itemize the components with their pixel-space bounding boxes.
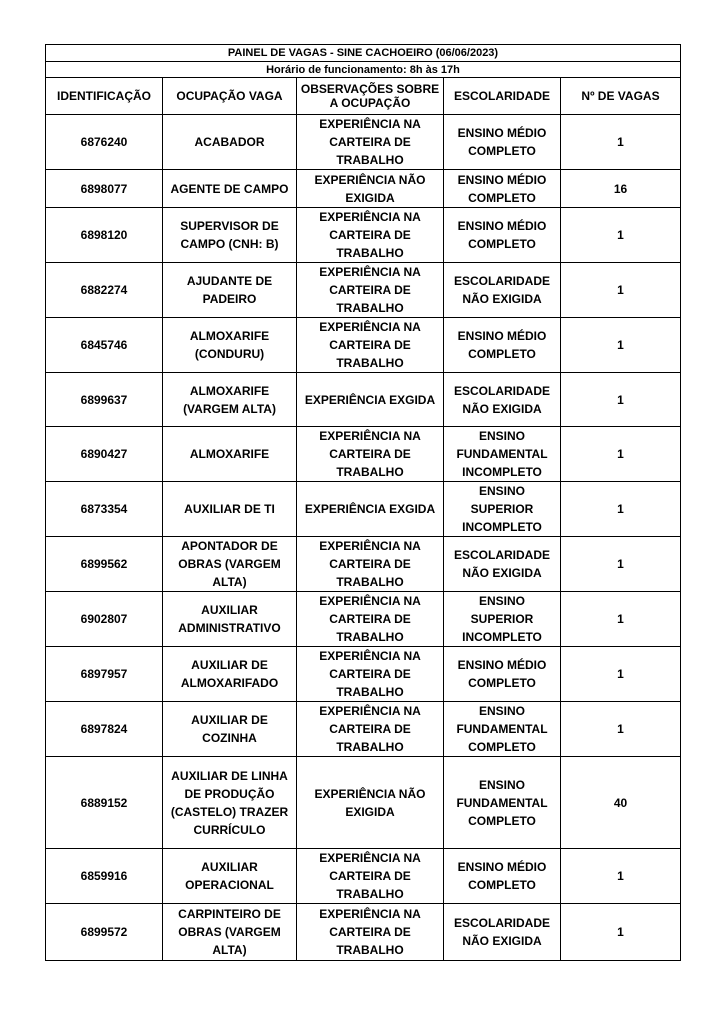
job-vacancy-document	[45, 44, 680, 961]
cell-vagas: 16	[561, 170, 681, 208]
title-row	[46, 45, 681, 62]
cell-identificacao: 6889152	[46, 757, 163, 849]
cell-escolaridade: ESCOLARIDADE NÃO EXIGIDA	[444, 537, 561, 592]
table-row	[46, 170, 681, 208]
table-row	[46, 373, 681, 427]
table-row	[46, 757, 681, 849]
cell-ocupacao: AUXILIAR DE LINHA DE PRODUÇÃO (CASTELO) TRAZER CURRÍCULO	[163, 757, 297, 849]
cell-identificacao: 6899562	[46, 537, 163, 592]
cell-escolaridade: ENSINO SUPERIOR INCOMPLETO	[444, 592, 561, 647]
cell-ocupacao: AUXILIAR ADMINISTRATIVO	[163, 592, 297, 647]
cell-vagas: 40	[561, 757, 681, 849]
cell-observacoes: EXPERIÊNCIA EXGIDA	[297, 482, 444, 537]
cell-observacoes: EXPERIÊNCIA NA CARTEIRA DE TRABALHO	[297, 647, 444, 702]
cell-observacoes: EXPERIÊNCIA NA CARTEIRA DE TRABALHO	[297, 318, 444, 373]
cell-vagas: 1	[561, 537, 681, 592]
cell-vagas: 1	[561, 208, 681, 263]
table-row	[46, 318, 681, 373]
cell-identificacao: 6882274	[46, 263, 163, 318]
cell-ocupacao: APONTADOR DE OBRAS (VARGEM ALTA)	[163, 537, 297, 592]
vacancy-table	[45, 44, 681, 961]
cell-observacoes: EXPERIÊNCIA NA CARTEIRA DE TRABALHO	[297, 263, 444, 318]
cell-vagas: 1	[561, 263, 681, 318]
cell-observacoes: EXPERIÊNCIA NÃO EXIGIDA	[297, 757, 444, 849]
cell-vagas: 1	[561, 482, 681, 537]
cell-vagas: 1	[561, 849, 681, 904]
cell-escolaridade: ENSINO MÉDIO COMPLETO	[444, 647, 561, 702]
cell-observacoes: EXPERIÊNCIA NA CARTEIRA DE TRABALHO	[297, 427, 444, 482]
header-vagas: Nº DE VAGAS	[561, 78, 681, 115]
cell-escolaridade: ESCOLARIDADE NÃO EXIGIDA	[444, 263, 561, 318]
cell-ocupacao: AUXILIAR DE ALMOXARIFADO	[163, 647, 297, 702]
cell-identificacao: 6898077	[46, 170, 163, 208]
table-row	[46, 904, 681, 961]
cell-ocupacao: SUPERVISOR DE CAMPO (CNH: B)	[163, 208, 297, 263]
table-row	[46, 849, 681, 904]
cell-observacoes: EXPERIÊNCIA NA CARTEIRA DE TRABALHO	[297, 537, 444, 592]
header-escolaridade: ESCOLARIDADE	[444, 78, 561, 115]
cell-vagas: 1	[561, 702, 681, 757]
cell-vagas: 1	[561, 904, 681, 961]
table-row	[46, 647, 681, 702]
cell-ocupacao: AUXILIAR OPERACIONAL	[163, 849, 297, 904]
cell-observacoes: EXPERIÊNCIA EXGIDA	[297, 373, 444, 427]
cell-ocupacao: ALMOXARIFE (VARGEM ALTA)	[163, 373, 297, 427]
cell-vagas: 1	[561, 647, 681, 702]
cell-observacoes: EXPERIÊNCIA NA CARTEIRA DE TRABALHO	[297, 702, 444, 757]
cell-escolaridade: ESCOLARIDADE NÃO EXIGIDA	[444, 373, 561, 427]
subtitle-row	[46, 62, 681, 78]
header-row	[46, 78, 681, 115]
cell-identificacao: 6873354	[46, 482, 163, 537]
cell-ocupacao: ALMOXARIFE (CONDURU)	[163, 318, 297, 373]
cell-escolaridade: ENSINO MÉDIO COMPLETO	[444, 318, 561, 373]
cell-observacoes: EXPERIÊNCIA NA CARTEIRA DE TRABALHO	[297, 904, 444, 961]
cell-ocupacao: AJUDANTE DE PADEIRO	[163, 263, 297, 318]
table-row	[46, 427, 681, 482]
business-hours: Horário de funcionamento: 8h às 17h	[46, 62, 681, 78]
cell-identificacao: 6898120	[46, 208, 163, 263]
cell-observacoes: EXPERIÊNCIA NA CARTEIRA DE TRABALHO	[297, 115, 444, 170]
cell-escolaridade: ENSINO MÉDIO COMPLETO	[444, 849, 561, 904]
table-row	[46, 115, 681, 170]
cell-ocupacao: ALMOXARIFE	[163, 427, 297, 482]
cell-vagas: 1	[561, 373, 681, 427]
table-row	[46, 208, 681, 263]
cell-escolaridade: ENSINO FUNDAMENTAL INCOMPLETO	[444, 427, 561, 482]
cell-escolaridade: ENSINO SUPERIOR INCOMPLETO	[444, 482, 561, 537]
cell-observacoes: EXPERIÊNCIA NA CARTEIRA DE TRABALHO	[297, 849, 444, 904]
header-ocupacao: OCUPAÇÃO VAGA	[163, 78, 297, 115]
header-identificacao: IDENTIFICAÇÃO	[46, 78, 163, 115]
cell-escolaridade: ENSINO MÉDIO COMPLETO	[444, 115, 561, 170]
cell-identificacao: 6897957	[46, 647, 163, 702]
table-row	[46, 537, 681, 592]
cell-escolaridade: ENSINO FUNDAMENTAL COMPLETO	[444, 757, 561, 849]
cell-identificacao: 6899637	[46, 373, 163, 427]
cell-observacoes: EXPERIÊNCIA NA CARTEIRA DE TRABALHO	[297, 592, 444, 647]
cell-identificacao: 6876240	[46, 115, 163, 170]
cell-observacoes: EXPERIÊNCIA NÃO EXIGIDA	[297, 170, 444, 208]
table-row	[46, 482, 681, 537]
table-body	[46, 115, 681, 961]
table-row	[46, 263, 681, 318]
cell-identificacao: 6897824	[46, 702, 163, 757]
cell-ocupacao: AUXILIAR DE TI	[163, 482, 297, 537]
cell-vagas: 1	[561, 427, 681, 482]
cell-vagas: 1	[561, 318, 681, 373]
cell-vagas: 1	[561, 592, 681, 647]
cell-ocupacao: CARPINTEIRO DE OBRAS (VARGEM ALTA)	[163, 904, 297, 961]
cell-escolaridade: ENSINO MÉDIO COMPLETO	[444, 208, 561, 263]
cell-identificacao: 6899572	[46, 904, 163, 961]
cell-escolaridade: ESCOLARIDADE NÃO EXIGIDA	[444, 904, 561, 961]
cell-escolaridade: ENSINO MÉDIO COMPLETO	[444, 170, 561, 208]
header-observacoes: OBSERVAÇÕES SOBRE A OCUPAÇÃO	[297, 78, 444, 115]
cell-identificacao: 6890427	[46, 427, 163, 482]
cell-identificacao: 6902807	[46, 592, 163, 647]
cell-escolaridade: ENSINO FUNDAMENTAL COMPLETO	[444, 702, 561, 757]
table-row	[46, 592, 681, 647]
cell-identificacao: 6845746	[46, 318, 163, 373]
cell-observacoes: EXPERIÊNCIA NA CARTEIRA DE TRABALHO	[297, 208, 444, 263]
cell-vagas: 1	[561, 115, 681, 170]
cell-ocupacao: AUXILIAR DE COZINHA	[163, 702, 297, 757]
cell-identificacao: 6859916	[46, 849, 163, 904]
cell-ocupacao: AGENTE DE CAMPO	[163, 170, 297, 208]
table-row	[46, 702, 681, 757]
cell-ocupacao: ACABADOR	[163, 115, 297, 170]
table-title: PAINEL DE VAGAS - SINE CACHOEIRO (06/06/2023)	[46, 45, 681, 62]
